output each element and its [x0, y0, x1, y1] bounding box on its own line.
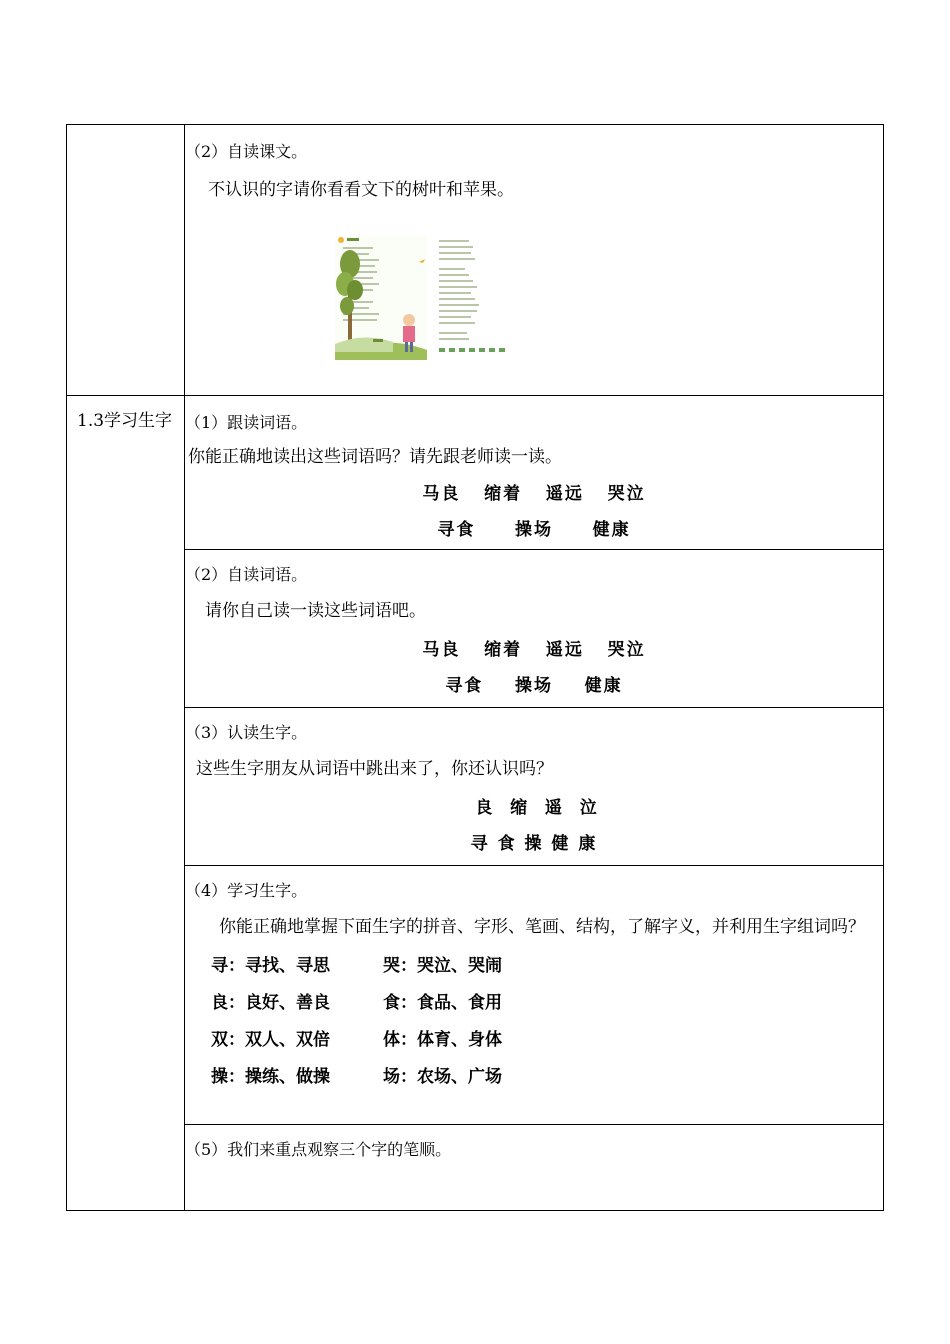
pair-row	[185, 948, 883, 985]
sub1-cell	[185, 396, 884, 550]
pair-entry: 哭：哭泣、哭闹	[383, 956, 502, 976]
reading-heading: （2）自读课文。	[185, 142, 308, 161]
sub2-heading: （2）自读词语。	[185, 565, 308, 584]
row-sub3	[67, 708, 884, 866]
sub1-words-line1: 马良 缩着 遥远 哭泣	[422, 484, 646, 504]
sub1-heading: （1）跟读词语。	[185, 413, 308, 432]
pair-row	[185, 1022, 883, 1059]
sub1-words-line2: 寻食 操场 健康	[437, 520, 631, 540]
sub2-cell	[185, 550, 884, 708]
sub2-instruction: 请你自己读一读这些词语吧。	[205, 601, 426, 621]
sub5-heading: （5）我们来重点观察三个字的笔顺。	[185, 1140, 452, 1159]
sub2-words-line2: 寻食 操场 健康	[445, 676, 623, 696]
pair-entry: 良：良好、善良	[211, 993, 330, 1013]
sub4-heading: （4）学习生字。	[185, 881, 308, 900]
pair-entry: 场：农场、广场	[383, 1067, 502, 1087]
textbook-page-svg	[333, 234, 515, 362]
pair-entry: 体：体育、身体	[383, 1030, 502, 1050]
pair-entry: 双：双人、双倍	[211, 1030, 330, 1050]
row-sub1	[67, 396, 884, 550]
sub5-cell	[185, 1125, 884, 1211]
pair-entry: 寻：寻找、寻思	[211, 956, 330, 976]
section-label: 1.3学习生字	[77, 411, 173, 431]
sub2-words-line1: 马良 缩着 遥远 哭泣	[422, 640, 646, 660]
reading-cell	[185, 125, 884, 396]
sub4-pairs	[185, 940, 883, 1096]
row-reading	[67, 125, 884, 396]
sub4-instruction: 你能正确地掌握下面生字的拼音、字形、笔画、结构，了解字义，并利用生字组词吗？	[219, 917, 865, 937]
pair-row	[185, 1059, 883, 1096]
empty-label-cell	[67, 125, 185, 396]
sub3-chars-line2: 寻 食 操 健 康	[470, 834, 598, 854]
row-sub4	[67, 866, 884, 1125]
reading-instruction: 不认识的字请你看看文下的树叶和苹果。	[208, 180, 514, 200]
sub4-cell	[185, 866, 884, 1125]
sub3-instruction: 这些生字朋友从词语中跳出来了，你还认识吗？	[196, 759, 553, 779]
lesson-table	[66, 124, 884, 1211]
row-sub2	[67, 550, 884, 708]
section-label-cell	[67, 396, 185, 1211]
textbook-page-illustration	[333, 234, 515, 362]
sub1-instruction: 你能正确地读出这些词语吗？请先跟老师读一读。	[188, 447, 562, 467]
pair-row	[185, 985, 883, 1022]
pair-entry: 操：操练、做操	[211, 1067, 330, 1087]
pair-entry: 食：食品、食用	[383, 993, 502, 1013]
sub3-cell	[185, 708, 884, 866]
sub3-heading: （3）认读生字。	[185, 723, 308, 742]
row-sub5	[67, 1125, 884, 1211]
sub3-chars-line1: 良 缩 遥 泣	[475, 798, 599, 818]
